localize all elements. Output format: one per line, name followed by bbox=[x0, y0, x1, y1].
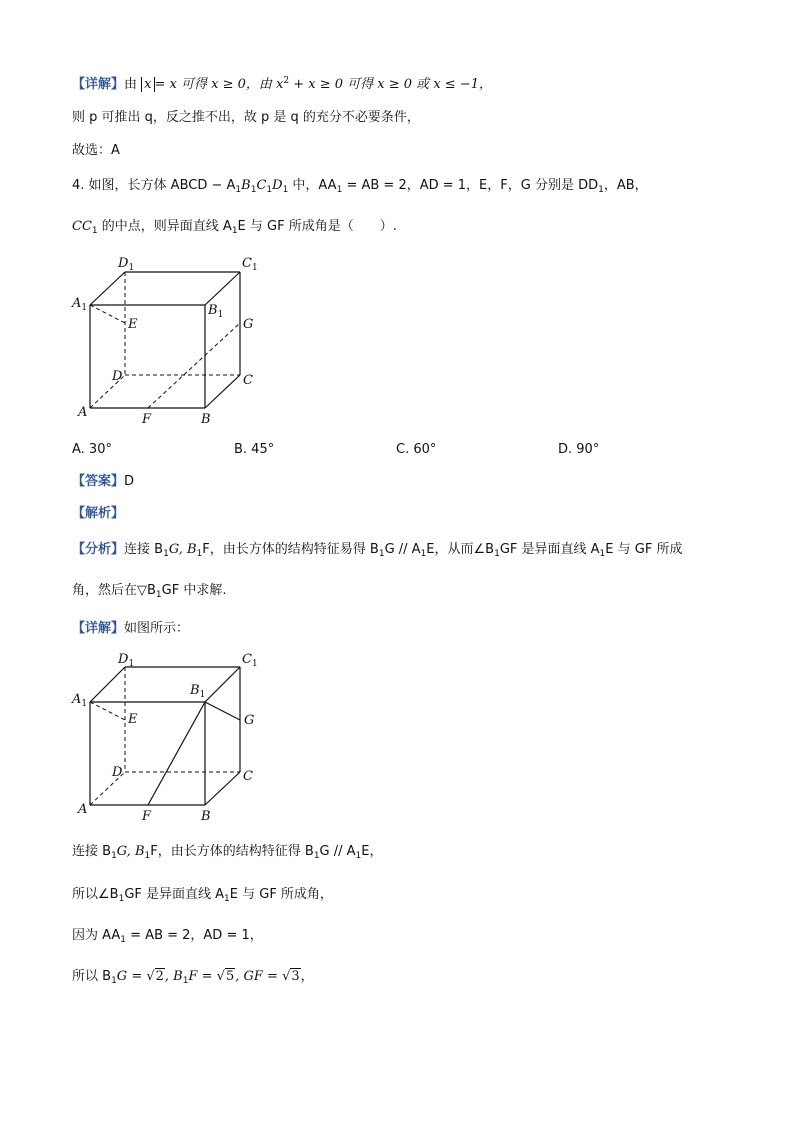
sol-line-4: 所以 $B_1G = √2$, $B_1F = √5$, GF = √3， bbox=[72, 969, 314, 986]
answer-value: D bbox=[124, 474, 135, 489]
sol-line-3: 因为 $AA_1$ = AB = 2，AD = 1， bbox=[72, 928, 263, 945]
detail-line-1: 【详解】由 x = x 可得 x ≥ 0，由 $x^2 + x \ge 0$ 可得 x ≥ 0 或 x ≤ −1， bbox=[72, 76, 492, 92]
fenxi-line-1: 【分析】连接 $B_1G$, $B_1F$，由长方体的结构特征易得 $B_1G // A_1E$，从而$\angle B_1GF$ 是异面直线 $A_1E$ 与 GF 所成 bbox=[72, 542, 683, 559]
label2-B1: $B_1$ bbox=[190, 683, 206, 700]
label2-C: C bbox=[243, 769, 253, 784]
choice-a: A. 30° bbox=[72, 442, 112, 457]
sol-line-2: 所以$\angle B_1GF$ 是异面直线 $A_1E$ 与 GF 所成角， bbox=[72, 887, 333, 904]
label2-B: B bbox=[201, 809, 211, 824]
choice-b: B. 45° bbox=[234, 442, 275, 457]
detail-line: 【详解】如图所示： bbox=[72, 621, 190, 636]
detail-tag: 【详解】 bbox=[72, 77, 125, 92]
label-A: A bbox=[78, 405, 88, 420]
detail-line-3: 故选：A bbox=[72, 143, 120, 158]
sqrt-3: √3 bbox=[282, 969, 300, 984]
label2-F: F bbox=[142, 809, 152, 824]
label-A1: $A_1$ bbox=[72, 296, 88, 313]
label2-A: A bbox=[78, 802, 88, 817]
label2-G: G bbox=[244, 713, 255, 728]
label-D: D bbox=[112, 369, 123, 384]
label-F: F bbox=[142, 412, 152, 427]
detail-line-2: 则 p 可推出 q，反之推不出，故 p 是 q 的充分不必要条件， bbox=[72, 110, 420, 125]
sqrt-2: √2 bbox=[146, 969, 164, 984]
label-C1: $C_1$ bbox=[242, 256, 258, 273]
choice-c: C. 60° bbox=[396, 442, 437, 457]
choice-d: D. 90° bbox=[558, 442, 600, 457]
abs-x: x bbox=[141, 77, 154, 92]
label-D1: $D_1$ bbox=[118, 256, 135, 273]
question-4-line-2: $CC_1$ 的中点，则异面直线 $A_1E$ 与 GF 所成角是（ ）. bbox=[72, 219, 397, 236]
label-E: E bbox=[128, 317, 138, 332]
label-B1: $B_1$ bbox=[208, 303, 224, 320]
label2-E: E bbox=[128, 712, 138, 727]
label2-C1: $C_1$ bbox=[242, 652, 258, 669]
analysis-tag: 【解析】 bbox=[72, 506, 125, 521]
label2-A1: $A_1$ bbox=[72, 692, 88, 709]
question-4-line-1: 4. 如图，长方体 ABCD − $A_1B_1C_1D_1$ 中，$AA_1$ = AB = 2，AD = 1，E，F，G 分别是 $DD_1$，AB， bbox=[72, 178, 648, 195]
fenxi-line-2: 角，然后在$▽B_1GF$ 中求解. bbox=[72, 583, 227, 600]
label2-D1: $D_1$ bbox=[118, 652, 135, 669]
label2-D: D bbox=[112, 765, 123, 780]
answer-tag: 【答案】 bbox=[72, 474, 125, 489]
sqrt-5: √5 bbox=[216, 969, 235, 984]
label-B: B bbox=[201, 412, 211, 427]
label-G: G bbox=[243, 317, 254, 332]
label-C: C bbox=[243, 373, 253, 388]
sol-line-1: 连接 $B_1G$, $B_1F$，由长方体的结构特征得 $B_1G // A_1E$， bbox=[72, 844, 383, 861]
